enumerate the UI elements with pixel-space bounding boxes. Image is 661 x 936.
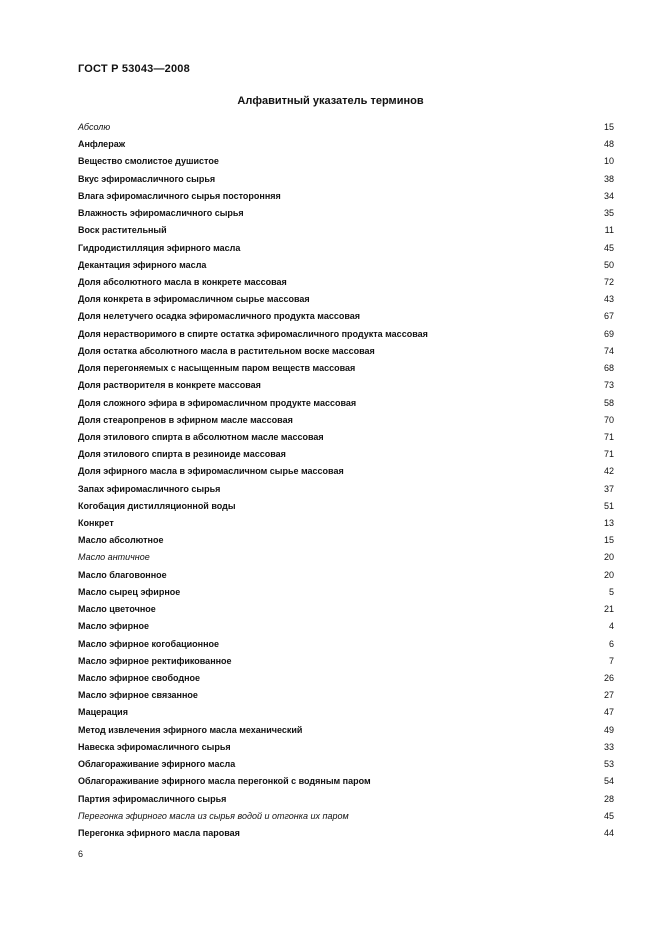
document-standard-id: ГОСТ Р 53043—2008 bbox=[78, 63, 190, 75]
index-entry-term: Масло цветочное bbox=[78, 604, 156, 615]
index-entry-term: Доля стеаропренов в эфирном масле массовая bbox=[78, 414, 293, 425]
index-entry-term: Навеска эфиромасличного сырья bbox=[78, 741, 231, 752]
index-entry bbox=[78, 636, 614, 653]
index-entry-page: 71 bbox=[603, 449, 614, 460]
index-entry-term: Масло благовонное bbox=[78, 569, 167, 580]
index-entry-term: Облагораживание эфирного масла bbox=[78, 759, 236, 770]
index-entry bbox=[78, 463, 614, 480]
index-entry-term: Партия эфиромасличного сырья bbox=[78, 793, 227, 804]
index-entry bbox=[78, 791, 614, 808]
index-entry bbox=[78, 773, 614, 790]
index-entry-term: Доля остатка абсолютного масла в растительном воске массовая bbox=[78, 345, 375, 356]
index-entry-page: 67 bbox=[603, 311, 614, 322]
index-entry-page: 15 bbox=[603, 122, 614, 132]
index-entry bbox=[78, 360, 614, 377]
index-entry bbox=[78, 808, 614, 825]
index-entry bbox=[78, 240, 614, 257]
index-entry-term: Перегонка эфирного масла паровая bbox=[78, 827, 240, 838]
index-entry bbox=[78, 171, 614, 188]
index-entry bbox=[78, 722, 614, 739]
index-entry-page: 20 bbox=[603, 552, 614, 563]
index-entry-page: 71 bbox=[603, 431, 614, 442]
index-entry bbox=[78, 153, 614, 170]
index-entry-page: 47 bbox=[603, 707, 614, 718]
index-entry-term: Конкрет bbox=[78, 518, 114, 529]
index-entry bbox=[78, 653, 614, 670]
index-entry-page: 4 bbox=[608, 621, 614, 632]
index-entry-page: 48 bbox=[603, 139, 614, 150]
index-title: Алфавитный указатель терминов bbox=[237, 95, 424, 107]
index-entry-term: Доля нерастворимого в спирте остатка эфиромасличного продукта массовая bbox=[78, 328, 428, 339]
index-entry-page: 53 bbox=[603, 759, 614, 770]
index-entry-page: 37 bbox=[603, 483, 614, 494]
index-entry-term: Анфлераж bbox=[78, 139, 126, 150]
index-entry bbox=[78, 515, 614, 532]
index-entry bbox=[78, 549, 614, 566]
index-entry-page: 73 bbox=[603, 380, 614, 391]
index-entry-page: 58 bbox=[603, 397, 614, 408]
index-entry-page: 27 bbox=[603, 690, 614, 701]
index-entry-term: Доля конкрета в эфиромасличном сырье массовая bbox=[78, 294, 310, 305]
index-entry-term: Облагораживание эфирного масла перегонкой с водяным паром bbox=[78, 776, 371, 787]
index-entry-term: Масло эфирное bbox=[78, 621, 150, 632]
index-entry-term: Запах эфиромасличного сырья bbox=[78, 483, 221, 494]
index-entry-page: 45 bbox=[603, 810, 614, 821]
index-entry-term: Когобация дистилляционной воды bbox=[78, 500, 236, 511]
index-entry-page: 42 bbox=[603, 466, 614, 477]
index-entry bbox=[78, 205, 614, 222]
index-entry-page: 35 bbox=[603, 208, 614, 219]
index-entry bbox=[78, 498, 614, 515]
index-entry-page: 33 bbox=[603, 741, 614, 752]
index-entry-term: Масло сырец эфирное bbox=[78, 586, 181, 597]
index-entry-page: 68 bbox=[603, 363, 614, 374]
index-entry-term: Влага эфиромасличного сырья посторонняя bbox=[78, 190, 281, 201]
index-entry-page: 72 bbox=[603, 276, 614, 287]
index-entry-page: 74 bbox=[603, 345, 614, 356]
index-entry-page: 11 bbox=[604, 225, 614, 236]
index-entry bbox=[78, 739, 614, 756]
index-entry bbox=[78, 257, 614, 274]
index-entry-page: 34 bbox=[603, 190, 614, 201]
index-entry-page: 20 bbox=[603, 569, 614, 580]
index-entry-term: Масло эфирное свободное bbox=[78, 673, 201, 683]
index-entry-page: 5 bbox=[608, 586, 614, 597]
index-entry-term: Доля этилового спирта в абсолютном масле массовая bbox=[78, 431, 324, 442]
index-entry bbox=[78, 377, 614, 394]
index-entry-page: 21 bbox=[603, 604, 614, 615]
index-entry bbox=[78, 188, 614, 205]
index-entry bbox=[78, 532, 614, 549]
index-entry-term: Вещество смолистое душистое bbox=[78, 156, 219, 167]
index-entry-term: Мацерация bbox=[78, 707, 128, 718]
index-entry bbox=[78, 222, 614, 239]
index-entry bbox=[78, 756, 614, 773]
index-entry-term: Влажность эфиромасличного сырья bbox=[78, 208, 244, 219]
index-entry-page: 15 bbox=[603, 535, 614, 546]
index-entry-page: 69 bbox=[603, 328, 614, 339]
index-entry-term: Доля перегоняемых с насыщенным паром веществ массовая bbox=[78, 363, 356, 374]
index-entry-page: 28 bbox=[603, 793, 614, 804]
index-entry bbox=[78, 395, 614, 412]
index-entry-term: Масло абсолютное bbox=[78, 535, 164, 546]
index-entry-page: 43 bbox=[603, 294, 614, 305]
index-entry-term: Перегонка эфирного масла из сырья водой и отгонка их паром bbox=[78, 810, 349, 821]
index-entry-term: Масло эфирное ректификованное bbox=[78, 655, 232, 666]
index-entry bbox=[78, 412, 614, 429]
index-entry-term: Доля эфирного масла в эфиромасличном сырье массовая bbox=[78, 466, 344, 477]
index-entry-term: Доля сложного эфира в эфиромасличном продукте массовая bbox=[78, 397, 357, 408]
page-number: 6 bbox=[78, 849, 84, 859]
index-entry-page: 50 bbox=[603, 259, 614, 270]
index-entry bbox=[78, 119, 614, 136]
index-entry-page: 10 bbox=[603, 156, 614, 167]
index-entry-term: Доля этилового спирта в резиноиде массовая bbox=[78, 449, 286, 460]
index-entry-term: Масло античное bbox=[78, 552, 150, 563]
index-entry bbox=[78, 601, 614, 618]
index-entry bbox=[78, 584, 614, 601]
index-entry bbox=[78, 343, 614, 360]
index-entry-term: Доля абсолютного масла в конкрете массовая bbox=[78, 276, 287, 287]
index-entry-term: Гидродистилляция эфирного масла bbox=[78, 242, 241, 253]
index-entry-term: Доля растворителя в конкрете массовая bbox=[78, 380, 261, 391]
index-entry-page: 26 bbox=[603, 673, 614, 683]
index-entry bbox=[78, 618, 614, 635]
index-entry bbox=[78, 687, 614, 704]
index-entry bbox=[78, 446, 614, 463]
index-entry-page: 6 bbox=[608, 638, 614, 649]
index-entry bbox=[78, 136, 614, 153]
index-entry bbox=[78, 274, 614, 291]
index-entry-page: 7 bbox=[608, 655, 614, 666]
index-entry-term: Абсолю bbox=[78, 122, 111, 132]
index-entry-term: Воск растительный bbox=[78, 225, 167, 236]
index-entry-page: 44 bbox=[603, 827, 614, 838]
index-entry-term: Масло эфирное когобационное bbox=[78, 638, 220, 649]
index-entry-page: 54 bbox=[603, 776, 614, 787]
index-entry-page: 45 bbox=[603, 242, 614, 253]
index-entry-page: 70 bbox=[603, 414, 614, 425]
index-entry bbox=[78, 567, 614, 584]
index-entry bbox=[78, 825, 614, 842]
term-index-list bbox=[78, 119, 614, 842]
index-entry bbox=[78, 429, 614, 446]
index-entry-page: 13 bbox=[603, 518, 614, 529]
index-entry-term: Метод извлечения эфирного масла механический bbox=[78, 724, 303, 735]
index-entry-page: 38 bbox=[603, 173, 614, 184]
index-entry-page: 49 bbox=[603, 724, 614, 735]
index-entry bbox=[78, 291, 614, 308]
index-entry bbox=[78, 326, 614, 343]
index-entry bbox=[78, 670, 614, 687]
index-entry bbox=[78, 308, 614, 325]
index-entry bbox=[78, 704, 614, 721]
index-entry-term: Декантация эфирного масла bbox=[78, 259, 207, 270]
index-entry-term: Масло эфирное связанное bbox=[78, 690, 198, 701]
index-entry-term: Доля нелетучего осадка эфиромасличного продукта массовая bbox=[78, 311, 361, 322]
index-entry bbox=[78, 481, 614, 498]
index-entry-page: 51 bbox=[603, 500, 614, 511]
index-entry-term: Вкус эфиромасличного сырья bbox=[78, 173, 216, 184]
